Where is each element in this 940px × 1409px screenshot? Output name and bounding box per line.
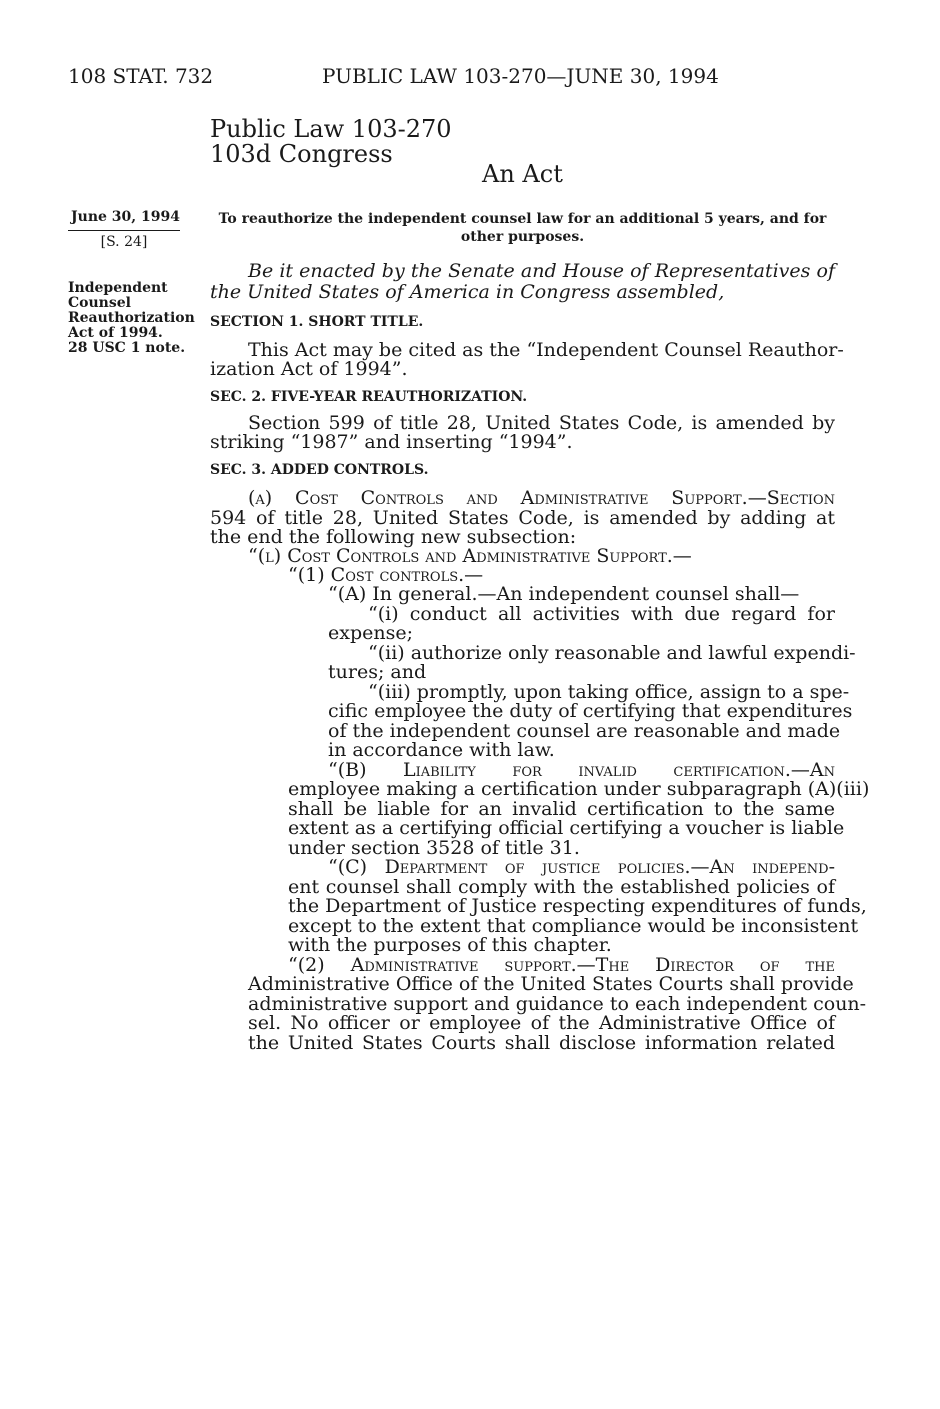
law-number: Public Law 103-270 — [210, 115, 452, 143]
subparagraph-B-line: under section 3528 of title 31. — [288, 837, 580, 859]
section-3-a-line: 594 of title 28, United States Code, is amended by adding at — [210, 507, 835, 529]
clause-ii-line: tures; and — [328, 661, 427, 683]
clause-iii-line: “(iii) promptly, upon taking office, assign to a spe- — [368, 681, 850, 703]
section-2-line: striking “1987” and inserting “1994”. — [210, 431, 573, 453]
section-3-heading: SEC. 3. ADDED CONTROLS. — [210, 462, 429, 478]
subparagraph-A-heading — [328, 583, 799, 605]
clause-iii-line: of the independent counsel are reasonable and made — [328, 720, 841, 742]
section-1-line: ization Act of 1994”. — [210, 358, 408, 380]
margin-bill-number: [S. 24] — [100, 234, 148, 250]
subparagraph-B-line: extent as a certifying official certifying a voucher is liable — [288, 817, 845, 839]
paragraph-2-line: sel. No officer or employee of the Administrative Office of — [248, 1012, 835, 1034]
running-header: PUBLIC LAW 103-270—JUNE 30, 1994 — [322, 64, 719, 88]
margin-note — [68, 281, 195, 356]
subparagraph-B-line: employee making a certification under subparagraph (A)(iii) — [288, 778, 870, 800]
margin-note-line: Reauthorization — [68, 310, 195, 326]
subparagraph-C-line: with the purposes of this chapter. — [288, 934, 612, 956]
section-3-a-line: (a) Cost Controls and Administrative Support.—Section — [248, 487, 835, 509]
section-2-line: Section 599 of title 28, United States Code, is amended by — [248, 412, 835, 434]
section-2-heading: SEC. 2. FIVE-YEAR REAUTHORIZATION. — [210, 389, 528, 405]
subparagraph-C-line: except to the extent that compliance would be inconsistent — [288, 915, 859, 937]
subparagraph-C-line: “(C) Department of justice policies.—An independ- — [328, 856, 835, 878]
act-title: An Act — [482, 160, 563, 188]
subparagraph-C-line: the Department of Justice respecting expenditures of funds, — [288, 895, 867, 917]
paragraph-2-line: Administrative Office of the United States Courts shall provide — [248, 973, 854, 995]
clause-iii-line: cific employee the duty of certifying that expenditures — [328, 700, 853, 722]
page-stat-number: 108 STAT. 732 — [68, 64, 214, 88]
clause-iii-line: in accordance with law. — [328, 739, 555, 761]
subparagraph-C-line: ent counsel shall comply with the established policies of — [288, 876, 835, 898]
clause-ii-line: “(ii) authorize only reasonable and lawful expendi- — [368, 642, 856, 664]
section-1-line: This Act may be cited as the “Independent Counsel Reauthor- — [248, 339, 844, 361]
section-3-a-line: the end the following new subsection: — [210, 526, 577, 548]
subparagraph-B-line: “(B) Liability for invalid certification.—An — [328, 759, 835, 781]
purpose-statement: To reauthorize the independent counsel law for an additional 5 years, and for other purposes. — [218, 211, 827, 245]
margin-note-line: Counsel — [68, 295, 131, 311]
subsection-l-heading: “(l) Cost Controls and Administrative Support.— — [248, 545, 692, 567]
margin-note-line: 28 USC 1 note. — [68, 340, 186, 356]
subparagraph-A-text: “(A) In general.—An independent counsel shall— — [328, 583, 800, 605]
margin-note-line: Act of 1994. — [68, 325, 163, 341]
congress-number: 103d Congress — [210, 140, 393, 168]
enacting-clause-line: the United States of America in Congress assembled, — [210, 281, 725, 303]
margin-divider — [68, 230, 180, 231]
paragraph-2-line: administrative support and guidance to each independent coun- — [248, 993, 867, 1015]
subparagraph-B-line: shall be liable for an invalid certification to the same — [288, 798, 835, 820]
clause-i-line: expense; — [328, 622, 413, 644]
paragraph-2-line: “(2) Administrative support.—The Director of the — [288, 954, 835, 976]
paragraph-1-heading: “(1) Cost controls.— — [288, 564, 484, 586]
paragraph-2-line: the United States Courts shall disclose information related — [248, 1032, 835, 1054]
section-1-heading: SECTION 1. SHORT TITLE. — [210, 314, 424, 330]
enacting-clause-line: Be it enacted by the Senate and House of Representatives of — [248, 260, 835, 282]
clause-i-line: “(i) conduct all activities with due regard for — [368, 603, 835, 625]
margin-date: June 30, 1994 — [71, 209, 180, 225]
margin-note-line: Independent — [68, 280, 168, 296]
